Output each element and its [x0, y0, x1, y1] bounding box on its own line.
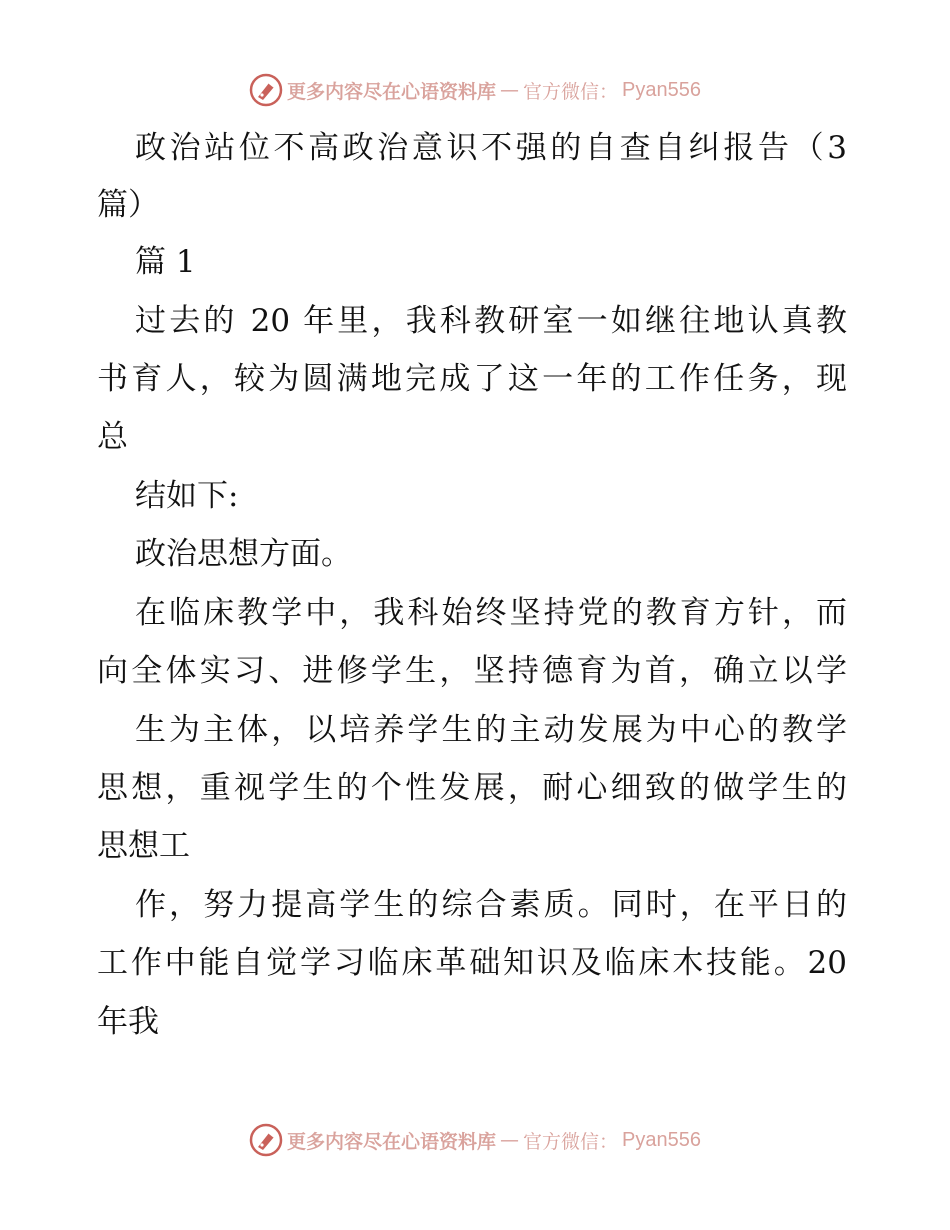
footer-watermark [0, 1120, 950, 1160]
paragraph-line: 政治思想方面。 [135, 536, 352, 572]
paragraph-line: 过去的 20 年里，我科教研室一如继往地认真教 [135, 303, 847, 339]
paragraph-line: 书育人，较为圆满地完成了这一年的工作任务，现 [97, 361, 847, 397]
watermark-wechat-id: Pyan556 [622, 78, 701, 101]
doc-title-line-1: 政治站位不高政治意识不强的自查自纠报告（3 [135, 130, 847, 166]
watermark-wechat-id: Pyan556 [622, 1128, 701, 1151]
paragraph-line: 作，努力提高学生的综合素质。同时，在平日的 [135, 887, 847, 923]
paragraph-line: 总 [97, 419, 128, 455]
doc-title-line-2: 篇） [97, 187, 159, 223]
paragraph-line: 思想，重视学生的个性发展，耐心细致的做学生的 [97, 770, 847, 806]
watermark-main-text: 更多内容尽在心语资料库 [287, 80, 497, 103]
paragraph-line: 生为主体，以培养学生的主动发展为中心的教学 [135, 712, 847, 748]
pen-nib-logo-icon [249, 73, 283, 107]
watermark-separator: — [500, 1129, 520, 1151]
pen-nib-logo-icon [249, 1123, 283, 1157]
section-heading: 篇 1 [135, 244, 196, 280]
watermark-wechat-label: 官方微信： [523, 80, 619, 103]
paragraph-line: 年我 [97, 1004, 159, 1040]
watermark-main-text: 更多内容尽在心语资料库 [287, 1130, 497, 1153]
paragraph-line: 思想工 [97, 828, 190, 864]
header-watermark [0, 70, 950, 110]
paragraph-line: 结如下: [135, 478, 239, 514]
paragraph-line: 在临床教学中，我科始终坚持党的教育方针，而 [135, 595, 847, 631]
paragraph-line: 工作中能自觉学习临床革础知识及临床木技能。20 [97, 945, 847, 981]
paragraph-line: 向全体实习、进修学生，坚持德育为首，确立以学 [97, 653, 847, 689]
watermark-wechat-label: 官方微信： [523, 1130, 619, 1153]
watermark-separator: — [500, 79, 520, 101]
